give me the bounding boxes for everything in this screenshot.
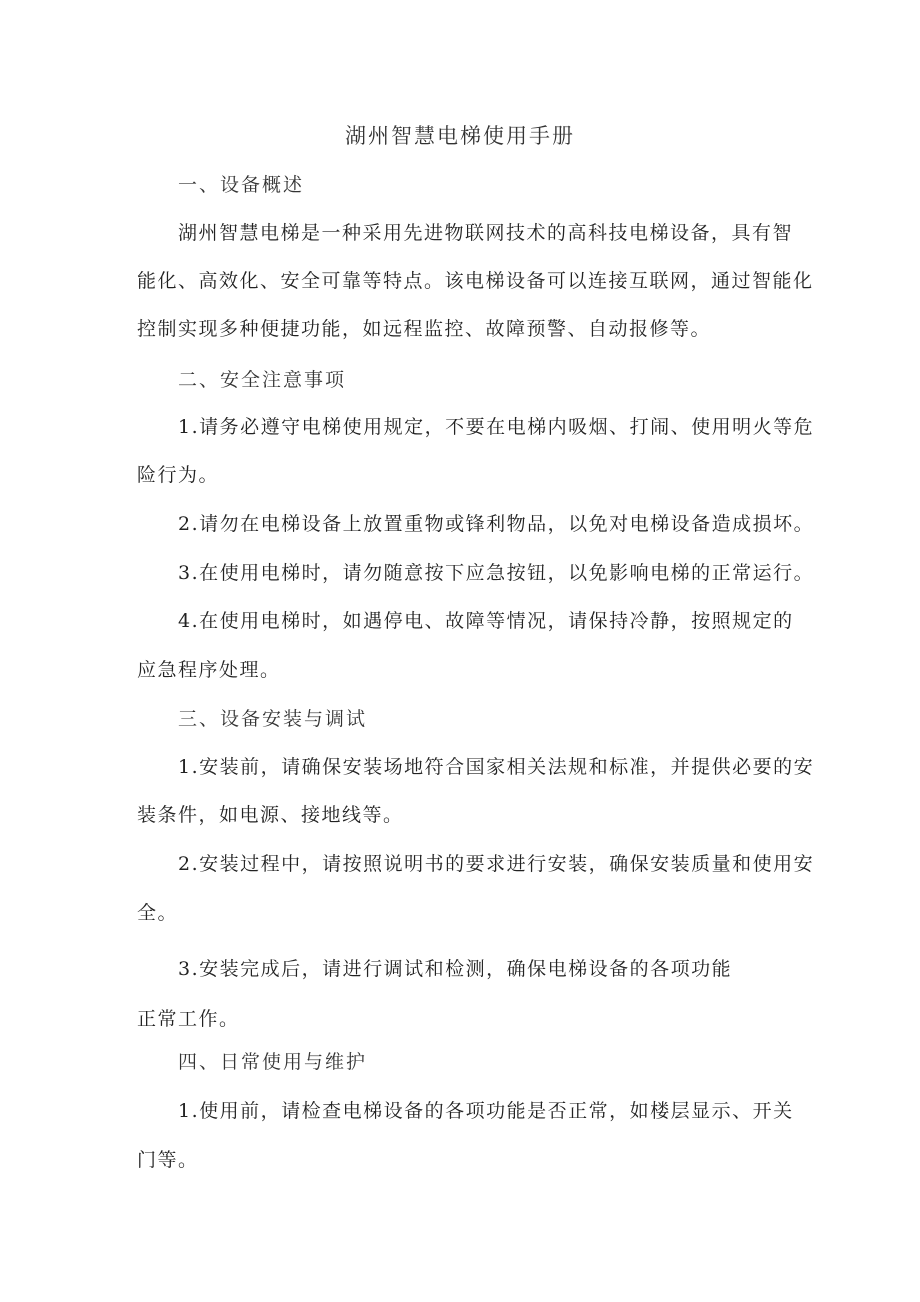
- paragraph-line: 3.在使用电梯时，请勿随意按下应急按钮，以免影响电梯的正常运行。: [178, 562, 815, 584]
- paragraph-line: 2.请勿在电梯设备上放置重物或锋利物品，以免对电梯设备造成损坏。: [178, 513, 815, 535]
- paragraph-line: 能化、高效化、安全可靠等特点。该电梯设备可以连接互联网，通过智能化: [137, 270, 814, 292]
- paragraph-line: 全。: [137, 902, 179, 924]
- section-heading-installation: 三、设备安装与调试: [178, 708, 368, 730]
- paragraph-line: 1.请务必遵守电梯使用规定，不要在电梯内吸烟、打闹、使用明火等危: [178, 416, 815, 438]
- section-heading-safety: 二、安全注意事项: [178, 369, 347, 391]
- paragraph-line: 2.安装过程中，请按照说明书的要求进行安装，确保安装质量和使用安: [178, 853, 815, 875]
- paragraph-line: 应急程序处理。: [137, 659, 281, 681]
- paragraph-line: 1.使用前，请检查电梯设备的各项功能是否正常，如楼层显示、开关: [178, 1100, 794, 1122]
- paragraph-line: 3.安装完成后，请进行调试和检测，确保电梯设备的各项功能: [178, 958, 733, 980]
- paragraph-line: 湖州智慧电梯是一种采用先进物联网技术的高科技电梯设备，具有智: [178, 222, 794, 244]
- section-heading-maintenance: 四、日常使用与维护: [178, 1051, 368, 1073]
- paragraph-line: 门等。: [137, 1149, 199, 1171]
- paragraph-line: 4.在使用电梯时，如遇停电、故障等情况，请保持冷静，按照规定的: [178, 610, 794, 632]
- paragraph-line: 险行为。: [137, 464, 220, 486]
- document-title: 湖州智慧电梯使用手册: [345, 124, 575, 148]
- paragraph-line: 1.安装前，请确保安装场地符合国家相关法规和标准，并提供必要的安: [178, 756, 815, 778]
- section-heading-overview: 一、设备概述: [178, 174, 305, 196]
- paragraph-line: 正常工作。: [137, 1008, 240, 1030]
- paragraph-line: 控制实现多种便捷功能，如远程监控、故障预警、自动报修等。: [137, 318, 712, 340]
- paragraph-line: 装条件，如电源、接地线等。: [137, 804, 404, 826]
